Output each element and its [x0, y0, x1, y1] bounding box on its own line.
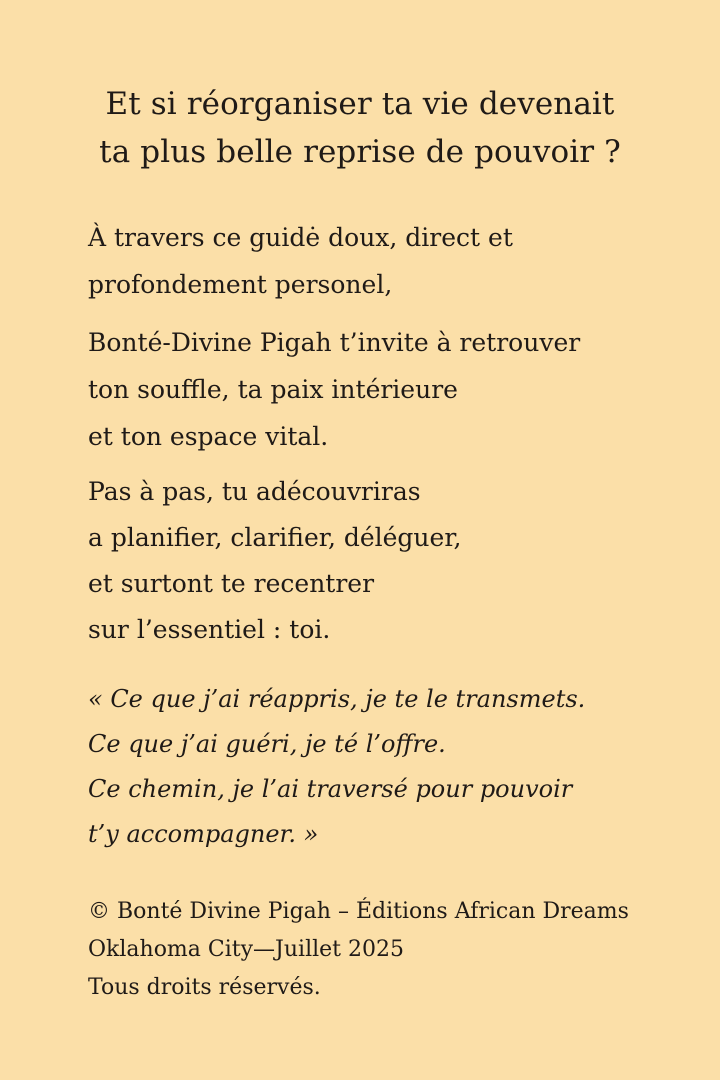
copyright-line: © Bonté Divine Pigah – Éditions African Dreams — [88, 899, 629, 924]
paragraph-line: sur l’essentiel : toi. — [88, 615, 331, 644]
intro-paragraph — [88, 214, 513, 308]
paragraph-line: et surtont te recentrer — [88, 569, 375, 598]
rights-notice: Tous droits réservés. — [88, 975, 321, 1000]
publication-place-date: Oklahoma City—Juillet 2025 — [88, 937, 404, 962]
paragraph-line: profondement personel, — [88, 270, 393, 299]
paragraph-line: et ton espace vital. — [88, 422, 329, 451]
steps-paragraph — [88, 469, 461, 653]
copyright-footer — [88, 893, 629, 1007]
headline-line: Et si réorganiser ta vie devenait — [105, 86, 615, 122]
paragraph-line: ton souffle, ta paix intérieure — [88, 375, 458, 404]
quote-line: Ce chemin, je l’ai traversé pour pouvoir — [88, 775, 573, 803]
quote-line: Ce que j’ai guéri, je té l’offre. — [88, 730, 446, 758]
quote-line: « Ce que j’ai réappris, je te le transmets. — [88, 685, 586, 713]
author-quote — [88, 677, 585, 857]
invitation-paragraph — [88, 319, 580, 460]
headline — [0, 80, 720, 176]
paragraph-line: Pas à pas, tu adécouvriras — [88, 477, 421, 506]
quote-line: t’y accompagner. » — [88, 820, 319, 848]
paragraph-line: Bonté-Divine Pigah t’invite à retrouver — [88, 328, 581, 357]
headline-line: ta plus belle reprise de pouvoir ? — [99, 134, 621, 170]
paragraph-line: À travers ce guidė doux, direct et — [88, 223, 513, 252]
paragraph-line: a planifier, clarifier, déléguer, — [88, 523, 462, 552]
